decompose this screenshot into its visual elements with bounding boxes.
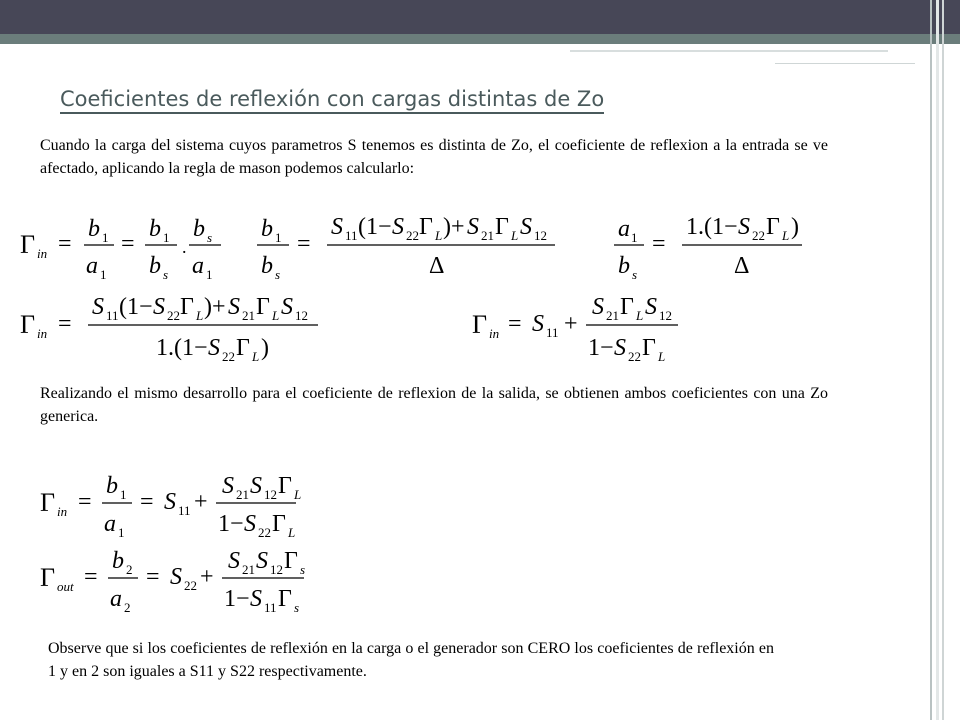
- svg-text:a: a: [110, 586, 122, 612]
- svg-text:b: b: [618, 253, 630, 279]
- svg-text:S: S: [244, 511, 256, 537]
- svg-text:S: S: [250, 586, 262, 612]
- svg-text:12: 12: [270, 562, 283, 577]
- svg-text:b: b: [112, 548, 124, 574]
- svg-text:Δ: Δ: [734, 253, 750, 279]
- svg-text:11: 11: [178, 503, 191, 518]
- svg-text:Γ: Γ: [766, 214, 780, 240]
- svg-text:in: in: [37, 246, 48, 261]
- svg-text:Γ: Γ: [256, 294, 270, 320]
- svg-text:S: S: [228, 548, 240, 574]
- decorative-line: [570, 50, 888, 52]
- svg-text:+: +: [194, 489, 208, 515]
- svg-text:S: S: [250, 473, 262, 499]
- svg-text:2: 2: [126, 562, 133, 577]
- svg-text:Γ: Γ: [472, 310, 488, 339]
- svg-text:): ): [791, 214, 799, 240]
- svg-text:a: a: [104, 511, 116, 537]
- svg-text:L: L: [636, 308, 644, 323]
- equation-gamma-out-generic: [38, 540, 308, 618]
- svg-text:Γ: Γ: [20, 310, 36, 339]
- svg-text:11: 11: [264, 600, 277, 615]
- svg-text:Γ: Γ: [278, 586, 292, 612]
- svg-text:=: =: [140, 489, 154, 515]
- equation-a1-over-bs: [612, 205, 812, 283]
- svg-text:S: S: [467, 214, 479, 240]
- svg-text:1: 1: [206, 267, 213, 282]
- svg-text:Γ: Γ: [40, 488, 56, 517]
- svg-text:L: L: [435, 228, 443, 243]
- svg-text:22: 22: [184, 578, 197, 593]
- observation-paragraph: Observe que si los coeficientes de reflexión en la carga o el generador son CERO los coeficientes de reflexión en 1 y en 2 son iguales a S11 y S22 respectivamente.: [48, 640, 774, 680]
- svg-text:=: =: [508, 311, 522, 337]
- intro-paragraph: Cuando la carga del sistema cuyos parametros S tenemos es distinta de Zo, el coeficiente de reflexion a la entrada se ve afectado, aplicando la regla de mason podemos calcularlo:: [40, 137, 828, 177]
- svg-text:12: 12: [295, 308, 308, 323]
- svg-text:b: b: [149, 216, 161, 242]
- svg-text:12: 12: [264, 487, 277, 502]
- svg-text:2: 2: [124, 600, 131, 615]
- svg-text:1: 1: [275, 230, 282, 245]
- svg-text:22: 22: [406, 228, 419, 243]
- svg-text:S: S: [170, 564, 182, 590]
- equation-gamma-in-full: [18, 285, 358, 365]
- equation-gamma-in-generic: [38, 465, 302, 543]
- output-paragraph: Realizando el mismo desarrollo para el coeficiente de reflexion de la salida, se obtienen ambos coeficientes con una Zo generica.: [40, 385, 828, 425]
- svg-text:s: s: [294, 600, 300, 615]
- svg-text:Γ: Γ: [284, 548, 298, 574]
- svg-text:21: 21: [242, 562, 255, 577]
- svg-text:Γ: Γ: [20, 230, 36, 259]
- svg-text:21: 21: [236, 487, 249, 502]
- svg-text:=: =: [84, 564, 98, 590]
- svg-text:): ): [261, 335, 269, 361]
- svg-text:S: S: [614, 335, 626, 361]
- slide-header-bar: [0, 0, 960, 34]
- equation-gamma-in-ratio: [18, 205, 238, 283]
- svg-text:22: 22: [167, 308, 180, 323]
- svg-text:s: s: [275, 267, 281, 282]
- svg-text:.: .: [182, 237, 187, 257]
- svg-text:S: S: [281, 294, 293, 320]
- svg-text:12: 12: [659, 308, 672, 323]
- svg-text:Γ: Γ: [236, 335, 250, 361]
- svg-text:in: in: [57, 504, 68, 519]
- svg-text:S: S: [738, 214, 750, 240]
- svg-text:11: 11: [106, 308, 119, 323]
- svg-text:S: S: [592, 294, 604, 320]
- svg-text:Γ: Γ: [620, 294, 634, 320]
- svg-text:=: =: [121, 231, 135, 257]
- svg-text:b: b: [193, 216, 205, 242]
- svg-text:a: a: [192, 253, 204, 279]
- svg-text:22: 22: [752, 228, 765, 243]
- svg-text:S: S: [520, 214, 532, 240]
- svg-text:1: 1: [631, 230, 638, 245]
- svg-text:21: 21: [481, 228, 494, 243]
- svg-text:Γ: Γ: [495, 214, 509, 240]
- svg-text:+: +: [564, 311, 578, 337]
- svg-text:21: 21: [242, 308, 255, 323]
- svg-text:1: 1: [120, 487, 127, 502]
- svg-text:22: 22: [258, 525, 271, 540]
- svg-text:S: S: [532, 311, 544, 337]
- svg-text:L: L: [196, 308, 204, 323]
- svg-text:s: s: [207, 230, 213, 245]
- svg-text:22: 22: [222, 349, 235, 364]
- svg-text:1: 1: [102, 230, 109, 245]
- svg-text:L: L: [252, 349, 260, 364]
- svg-text:Γ: Γ: [272, 511, 286, 537]
- svg-text:a: a: [618, 216, 630, 242]
- svg-text:s: s: [163, 267, 169, 282]
- svg-text:Γ: Γ: [419, 214, 433, 240]
- svg-text:S: S: [208, 335, 220, 361]
- svg-text:Γ: Γ: [642, 335, 656, 361]
- equation-gamma-in-simplified: [470, 285, 700, 365]
- decorative-vertical-lines: [928, 0, 948, 720]
- svg-text:11: 11: [345, 228, 358, 243]
- svg-text:22: 22: [628, 349, 641, 364]
- svg-text:S: S: [92, 294, 104, 320]
- svg-text:S: S: [331, 214, 343, 240]
- svg-text:b: b: [261, 253, 273, 279]
- svg-text:b: b: [149, 253, 161, 279]
- svg-text:(1−: (1−: [358, 214, 392, 240]
- svg-text:1.(1−: 1.(1−: [686, 214, 738, 240]
- svg-text:=: =: [58, 231, 72, 257]
- svg-text:S: S: [228, 294, 240, 320]
- svg-text:b: b: [261, 216, 273, 242]
- svg-text:L: L: [288, 525, 296, 540]
- svg-text:1: 1: [118, 525, 125, 540]
- svg-text:S: S: [256, 548, 268, 574]
- svg-text:S: S: [222, 473, 234, 499]
- svg-text:out: out: [57, 579, 74, 594]
- svg-text:)+: )+: [204, 294, 226, 320]
- svg-text:11: 11: [546, 325, 559, 340]
- svg-text:1.(1−: 1.(1−: [156, 335, 208, 361]
- svg-text:Γ: Γ: [180, 294, 194, 320]
- svg-text:21: 21: [606, 308, 619, 323]
- svg-text:1−: 1−: [224, 586, 250, 612]
- svg-text:=: =: [78, 489, 92, 515]
- svg-text:L: L: [272, 308, 280, 323]
- svg-text:L: L: [658, 349, 666, 364]
- equation-b1-over-bs: [255, 205, 565, 283]
- svg-text:Γ: Γ: [40, 563, 56, 592]
- svg-text:s: s: [632, 267, 638, 282]
- slide-header-band: [0, 34, 960, 44]
- svg-text:)+: )+: [443, 214, 465, 240]
- svg-text:1−: 1−: [218, 511, 244, 537]
- slide-title: Coeficientes de reflexión con cargas distintas de Zo: [60, 86, 604, 114]
- svg-text:b: b: [106, 473, 118, 499]
- decorative-line: [775, 63, 915, 64]
- svg-text:+: +: [200, 564, 214, 590]
- svg-text:S: S: [392, 214, 404, 240]
- svg-text:(1−: (1−: [119, 294, 153, 320]
- svg-text:L: L: [294, 487, 302, 502]
- svg-text:Δ: Δ: [429, 253, 445, 279]
- svg-text:=: =: [146, 564, 160, 590]
- svg-text:S: S: [645, 294, 657, 320]
- svg-text:s: s: [300, 562, 306, 577]
- svg-text:S: S: [164, 489, 176, 515]
- svg-text:S: S: [153, 294, 165, 320]
- svg-text:12: 12: [534, 228, 547, 243]
- svg-text:1−: 1−: [588, 335, 614, 361]
- svg-text:Γ: Γ: [278, 473, 292, 499]
- svg-text:in: in: [489, 326, 500, 341]
- svg-text:in: in: [37, 326, 48, 341]
- svg-text:1: 1: [163, 230, 170, 245]
- svg-text:b: b: [88, 216, 100, 242]
- svg-text:=: =: [652, 231, 666, 257]
- svg-text:1: 1: [100, 267, 107, 282]
- svg-text:L: L: [511, 228, 519, 243]
- svg-text:L: L: [782, 228, 790, 243]
- svg-text:=: =: [297, 231, 311, 257]
- svg-text:=: =: [58, 311, 72, 337]
- svg-text:a: a: [86, 253, 98, 279]
